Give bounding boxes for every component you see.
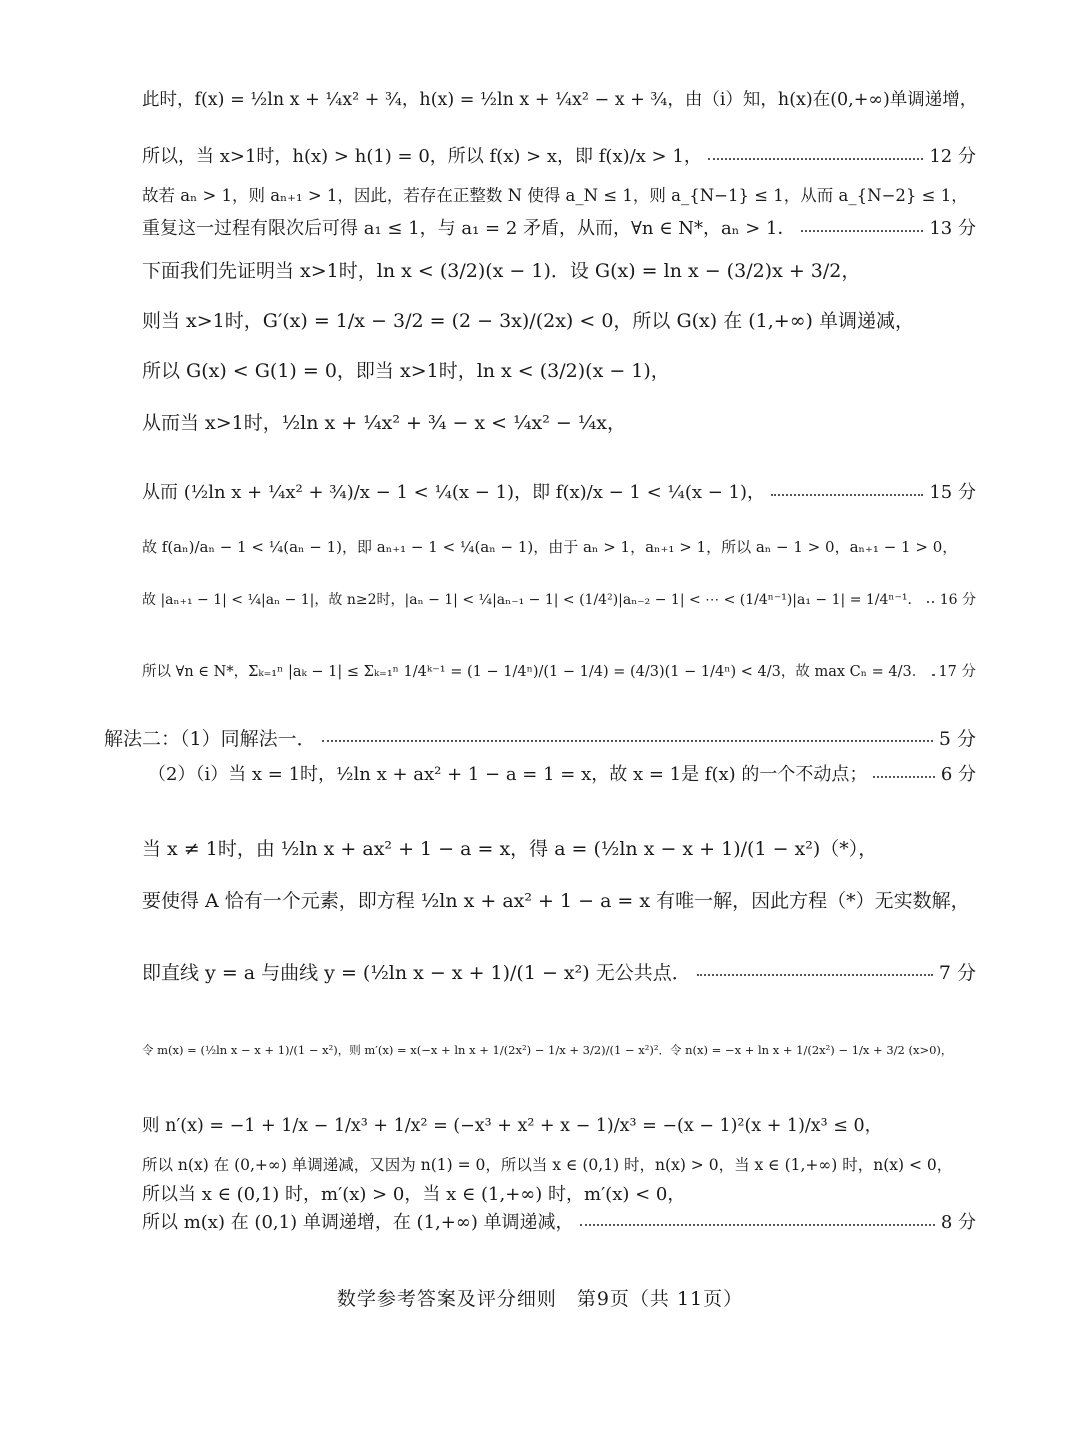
leader-dots xyxy=(801,230,923,232)
line-text: 所以当 x ∈ (0,1) 时，m′(x) > 0，当 x ∈ (1,+∞) 时，m′(x) < 0， xyxy=(142,1184,686,1205)
page-footer: 数学参考答案及评分细则 第9页（共 11页） xyxy=(336,1288,744,1310)
text-line xyxy=(142,412,976,435)
text-line xyxy=(142,838,976,861)
text-line xyxy=(142,310,976,333)
line-text: 令 m(x) = (½ln x − x + 1)/(1 − x²)，则 m′(x) = x(−x + ln x + 1/(2x²) − 1/x + 3/2)/(1 − x²)²．令 n(x) = −x + ln x + 1/(2x²) − 1/x + 3/2 (x>0)， xyxy=(142,1043,953,1057)
text-line xyxy=(104,728,976,751)
text-line xyxy=(142,90,976,111)
text-line xyxy=(142,1212,976,1234)
line-text: 所以 m(x) 在 (0,1) 单调递增，在 (1,+∞) 单调递减， xyxy=(142,1212,574,1233)
leader-dots xyxy=(580,1224,935,1226)
score-mark: 15 分 xyxy=(929,482,976,503)
line-text: 即直线 y = a 与曲线 y = (½ln x − x + 1)/(1 − x²) 无公共点． xyxy=(142,962,691,984)
score-mark: 12 分 xyxy=(929,146,976,167)
line-text: 所以 G(x) < G(1) = 0，即当 x>1时，ln x < (3/2)(x − 1)， xyxy=(142,360,670,382)
line-text: 要使得 A 恰有一个元素，即方程 ½ln x + ax² + 1 − a = x 有唯一解，因此方程（*）无实数解， xyxy=(142,890,970,912)
text-line xyxy=(142,482,976,504)
line-text: （2）（i）当 x = 1时，½ln x + ax² + 1 − a = 1 = x，故 x = 1是 f(x) 的一个不动点； xyxy=(148,764,868,785)
score-mark: 13 分 xyxy=(929,218,976,239)
text-line xyxy=(142,538,976,556)
line-text: 故 f(aₙ)/aₙ − 1 < ¼(aₙ − 1)，即 aₙ₊₁ − 1 < ¼(aₙ − 1)，由于 aₙ > 1，aₙ₊₁ > 1，所以 aₙ − 1 > 0，aₙ₊₁ − 1 > 0， xyxy=(142,538,958,556)
line-text: 从而 (½ln x + ¼x² + ¾)/x − 1 < ¼(x − 1)，即 f(x)/x − 1 < ¼(x − 1)， xyxy=(142,482,766,503)
score-mark: 5 分 xyxy=(938,728,976,750)
leader-dots xyxy=(771,494,923,496)
text-line xyxy=(142,186,976,206)
line-text: 所以 n(x) 在 (0,+∞) 单调递减，又因为 n(1) = 0，所以当 x ∈ (0,1) 时，n(x) > 0，当 x ∈ (1,+∞) 时，n(x) < 0， xyxy=(142,1156,953,1174)
text-line xyxy=(142,260,976,283)
leader-dots xyxy=(322,740,933,742)
text-line xyxy=(142,146,976,168)
line-text: 所以 ∀n ∈ N*，Σₖ₌₁ⁿ |aₖ − 1| ≤ Σₖ₌₁ⁿ 1/4ᵏ⁻¹ = (1 − 1/4ⁿ)/(1 − 1/4) = (4/3)(1 − 1/4ⁿ) < 4/3，故 max Cₙ = 4/3． xyxy=(142,664,927,680)
line-text: 则 n′(x) = −1 + 1/x − 1/x³ + 1/x² = (−x³ + x² + x − 1)/x³ = −(x − 1)²(x + 1)/x³ ≤ 0， xyxy=(142,1116,883,1136)
leader-dots xyxy=(697,974,933,976)
line-text: 所以，当 x>1时，h(x) > h(1) = 0，所以 f(x) > x，即 f(x)/x > 1， xyxy=(142,146,702,167)
leader-dots xyxy=(873,776,934,778)
score-mark: 16 分 xyxy=(939,592,976,608)
line-text: 从而当 x>1时，½ln x + ¼x² + ¾ − x < ¼x² − ¼x， xyxy=(142,412,626,434)
text-line xyxy=(142,962,976,985)
score-mark: 8 分 xyxy=(940,1212,976,1233)
score-mark: 17 分 xyxy=(938,664,976,680)
line-text: 当 x ≠ 1时，由 ½ln x + ax² + 1 − a = x，得 a = (½ln x − x + 1)/(1 − x²)（*）， xyxy=(142,838,878,860)
text-line xyxy=(142,664,976,681)
score-mark: 6 分 xyxy=(940,764,976,785)
line-text: 解法二：（1）同解法一． xyxy=(104,728,316,750)
text-line xyxy=(142,1116,976,1137)
line-text: 则当 x>1时，G′(x) = 1/x − 3/2 = (2 − 3x)/(2x) < 0，所以 G(x) 在 (1,+∞) 单调递减， xyxy=(142,310,914,332)
text-line xyxy=(142,360,976,383)
line-text: 重复这一过程有限次后可得 a₁ ≤ 1，与 a₁ = 2 矛盾，从而，∀n ∈ N*，aₙ > 1． xyxy=(142,218,796,239)
text-line xyxy=(142,218,976,240)
line-text: 下面我们先证明当 x>1时，ln x < (3/2)(x − 1)．设 G(x) = ln x − (3/2)x + 3/2， xyxy=(142,260,861,282)
text-line xyxy=(142,592,976,609)
line-text: 故 |aₙ₊₁ − 1| < ¼|aₙ − 1|，故 n≥2时，|aₙ − 1| < ¼|aₙ₋₁ − 1| < (1/4²)|aₙ₋₂ − 1| < ⋯ < (1/4ⁿ⁻¹)|a₁ − 1| = 1/4ⁿ⁻¹． xyxy=(142,592,922,608)
line-text: 故若 aₙ > 1，则 aₙ₊₁ > 1，因此，若存在正整数 N 使得 a_N ≤ 1，则 a_{N−1} ≤ 1，从而 a_{N−2} ≤ 1， xyxy=(142,186,968,205)
text-line xyxy=(148,764,976,786)
leader-dots xyxy=(708,158,924,160)
text-line xyxy=(142,1184,976,1206)
leader-dots xyxy=(927,601,933,603)
score-mark: 7 分 xyxy=(938,962,976,984)
text-line xyxy=(142,890,976,913)
text-line xyxy=(142,1044,976,1058)
text-line xyxy=(142,1156,976,1175)
line-text: 此时，f(x) = ½ln x + ¼x² + ¾，h(x) = ½ln x + ¼x² − x + ¾，由（i）知，h(x)在(0,+∞)单调递增， xyxy=(142,90,978,110)
